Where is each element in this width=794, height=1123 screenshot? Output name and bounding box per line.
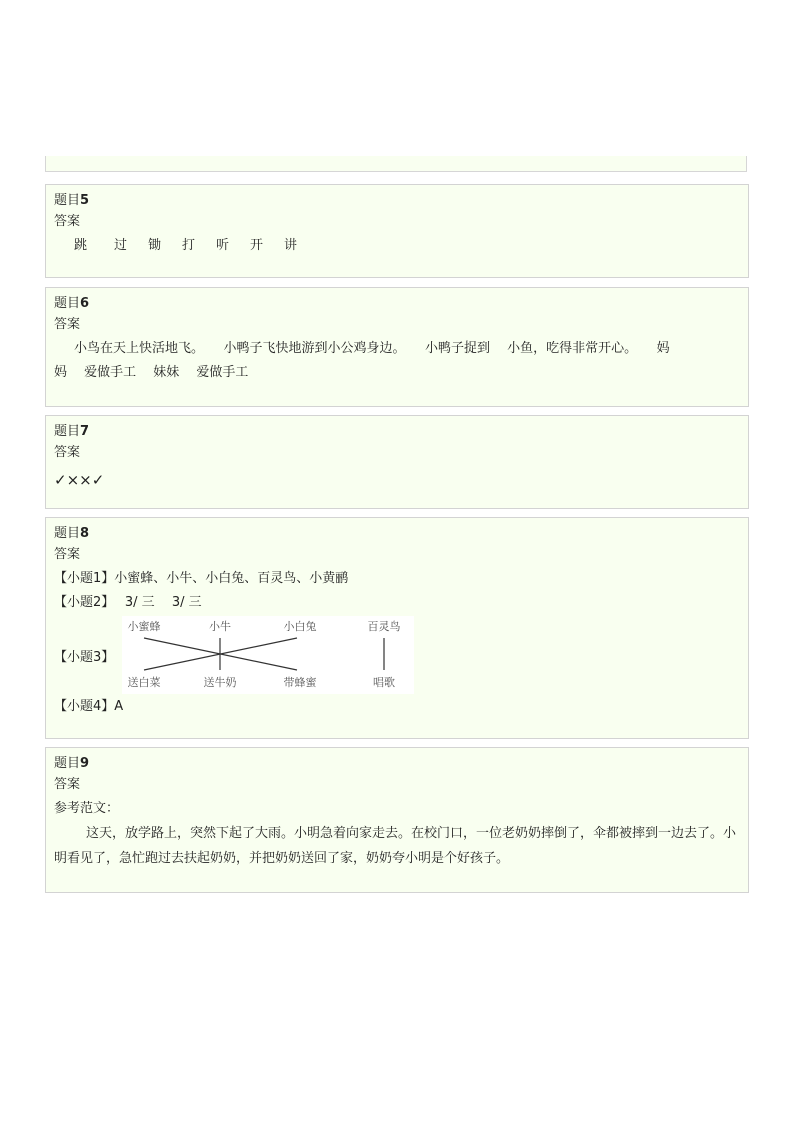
answer-char: 过: [114, 238, 128, 253]
question-5-title: 题目5: [54, 193, 90, 208]
question-9-reference-label: 参考范文：: [54, 801, 120, 816]
question-8-sub-3: [54, 615, 740, 695]
question-9-title: 题目9: [54, 756, 90, 771]
match-top-item: 小牛: [209, 620, 231, 633]
question-8-sub-1: 【小题1】小蜜蜂、小牛、小白兔、百灵鸟、小黄鹂: [54, 571, 349, 586]
question-8-answer-label: 答案: [54, 547, 81, 562]
match-bottom-item: 送牛奶: [203, 676, 237, 689]
question-8-sub-2: 【小题2】 3/ 三 3/ 三: [54, 595, 202, 610]
question-8-title: 题目8: [54, 526, 90, 541]
matching-diagram: [122, 616, 414, 694]
question-5-answer-label: 答案: [54, 214, 81, 229]
question-7-panel: [45, 415, 749, 509]
answer-char: 讲: [284, 238, 298, 253]
answer-char: 听: [216, 238, 230, 253]
match-top-item: 小蜜蜂: [127, 620, 161, 633]
question-9-answer-label: 答案: [54, 777, 81, 792]
question-8-sub-4: 【小题4】A: [54, 699, 124, 714]
question-7-title: 题目7: [54, 424, 90, 439]
question-5-answer-chars: [54, 234, 740, 258]
answer-char: 锄: [148, 238, 162, 253]
question-6-answer-label: 答案: [54, 317, 81, 332]
previous-question-panel-tail: [45, 156, 747, 172]
question-6-panel: [45, 287, 749, 407]
question-6-answer-line-1: 小鸟在天上快活地飞。 小鸭子飞快地游到小公鸡身边。 小鸭子捉到 小鱼，吃得非常开心。 妈: [74, 341, 670, 356]
question-9-panel: [45, 747, 749, 893]
question-6-title: 题目6: [54, 296, 90, 311]
question-5-panel: [45, 184, 749, 278]
match-bottom-item: 送白菜: [127, 676, 161, 689]
match-bottom-item: 唱歌: [373, 676, 395, 689]
question-7-answer-label: 答案: [54, 445, 81, 460]
question-6-answer-line-2: 妈 爱做手工 妹妹 爱做手工: [54, 365, 249, 380]
match-bottom-item: 带蜂蜜: [283, 676, 317, 689]
question-8-panel: [45, 517, 749, 739]
match-top-item: 百灵鸟: [367, 620, 401, 633]
answer-char: 开: [250, 238, 264, 253]
question-7-answer-marks: ✓××✓: [54, 471, 105, 489]
question-9-essay: 这天，放学路上，突然下起了大雨。小明急着向家走去。在校门口，一位老奶奶摔倒了，伞都被摔到一边去了。小明看见了，急忙跑过去扶起奶奶，并把奶奶送回了家，奶奶夸小明是个好孩子。: [54, 826, 737, 866]
answer-char: 跳: [74, 238, 88, 253]
answer-char: 打: [182, 238, 196, 253]
question-8-sub-3-label: 【小题3】: [54, 649, 115, 665]
match-top-item: 小白兔: [283, 620, 317, 633]
